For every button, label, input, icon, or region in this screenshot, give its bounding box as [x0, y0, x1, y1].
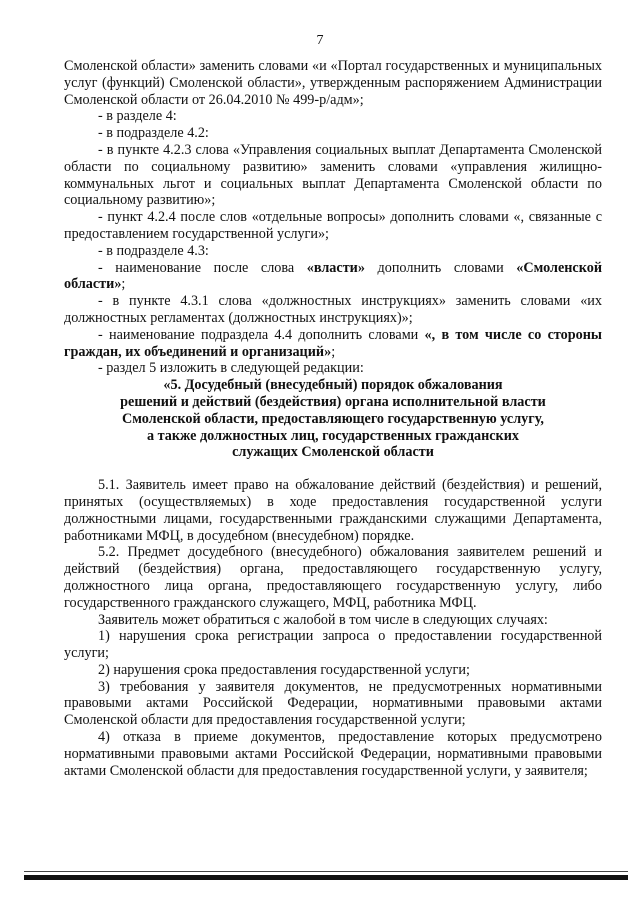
section-title-line: Смоленской области, предоставляющего государственную услугу, [122, 410, 544, 427]
paragraph: - в пункте 4.3.1 слова «должностных инструкциях» заменить словами «их должностных регламентах (должностных инструкциях)»; [64, 293, 602, 326]
scan-edge-line [24, 871, 628, 872]
text-run: ; [121, 276, 126, 293]
paragraph [64, 327, 602, 361]
text-run: - наименование подраздела 4.4 дополнить словами [98, 326, 425, 343]
paragraph: 4) отказа в приеме документов, предоставление которых предусмотрено нормативными правовыми актами Российской Федерации, нормативными правовыми актами Смоленской области для предоставления государственной услуги, у заявителя; [64, 729, 602, 779]
bold-text-run: «Смоленской области» [64, 259, 602, 293]
paragraph: - в пункте 4.2.3 слова «Управления социальных выплат Департамента Смоленской области по социальному развитию» заменить словами «управления жилищно-коммунальных льгот и социальных выплат Департамента Смоленской области по социальному развитию»; [64, 141, 602, 209]
paragraph: 5.2. Предмет досудебного (внесудебного) обжалования заявителем решений и действий (бездействия) органа, предоставляющего государственную услугу, должностного лица органа, предоставляющего государственную услугу, либо государственного гражданского служащего, МФЦ, работника МФЦ. [64, 544, 602, 611]
bold-text-run: «власти» [306, 259, 365, 276]
paragraph: - в подразделе 4.2: [98, 125, 209, 142]
bold-text-run: «, в том числе со стороны граждан, их объединений и организаций» [64, 326, 602, 360]
page-number: 7 [316, 33, 324, 48]
section-title-line: решений и действий (бездействия) органа исполнительной власти [120, 393, 546, 410]
section-title-line: служащих Смоленской области [232, 444, 434, 461]
paragraph: 5.1. Заявитель имеет право на обжалование действий (бездействия) и решений, принятых (осуществляемых) в ходе предоставления государственной услуги должностными лицами, государственными гражданскими служащими Департамента, работниками МФЦ, в досудебном (внесудебном) порядке. [64, 477, 602, 544]
paragraph: 3) требования у заявителя документов, не предусмотренных нормативными правовыми актами Российской Федерации, нормативными правовыми актами Смоленской области для предоставления государственной услуги; [64, 678, 602, 729]
paragraph: 2) нарушения срока предоставления государственной услуги; [98, 661, 470, 678]
document-body [64, 58, 602, 779]
section-title-line: «5. Досудебный (внесудебный) порядок обжалования [163, 377, 503, 394]
paragraph: Заявитель может обратиться с жалобой в том числе в следующих случаях: [98, 611, 548, 628]
text-run: ; [331, 343, 336, 360]
section-title-line: а также должностных лиц, государственных гражданских [147, 427, 519, 444]
paragraph: - пункт 4.2.4 после слов «отдельные вопросы» дополнить словами «, связанные с предоставлением государственной услуги»; [64, 209, 602, 242]
paragraph: - раздел 5 изложить в следующей редакции: [98, 360, 364, 377]
paragraph: 1) нарушения срока регистрации запроса о предоставлении государственной услуги; [64, 628, 602, 662]
paragraph: - в разделе 4: [98, 108, 177, 125]
text-run: дополнить словами [364, 259, 517, 276]
paragraph: Смоленской области» заменить словами «и «Портал государственных и муниципальных услуг (функций) Смоленской области», утвержденным распоряжением Администрации Смоленской области от 26.04.2010 № 499-р/адм»; [64, 58, 602, 108]
paragraph: - в подразделе 4.3: [98, 242, 209, 259]
paragraph [64, 260, 602, 294]
section-title [64, 377, 602, 461]
scan-edge-bar [24, 875, 628, 880]
text-run: - наименование после слова [98, 259, 307, 276]
